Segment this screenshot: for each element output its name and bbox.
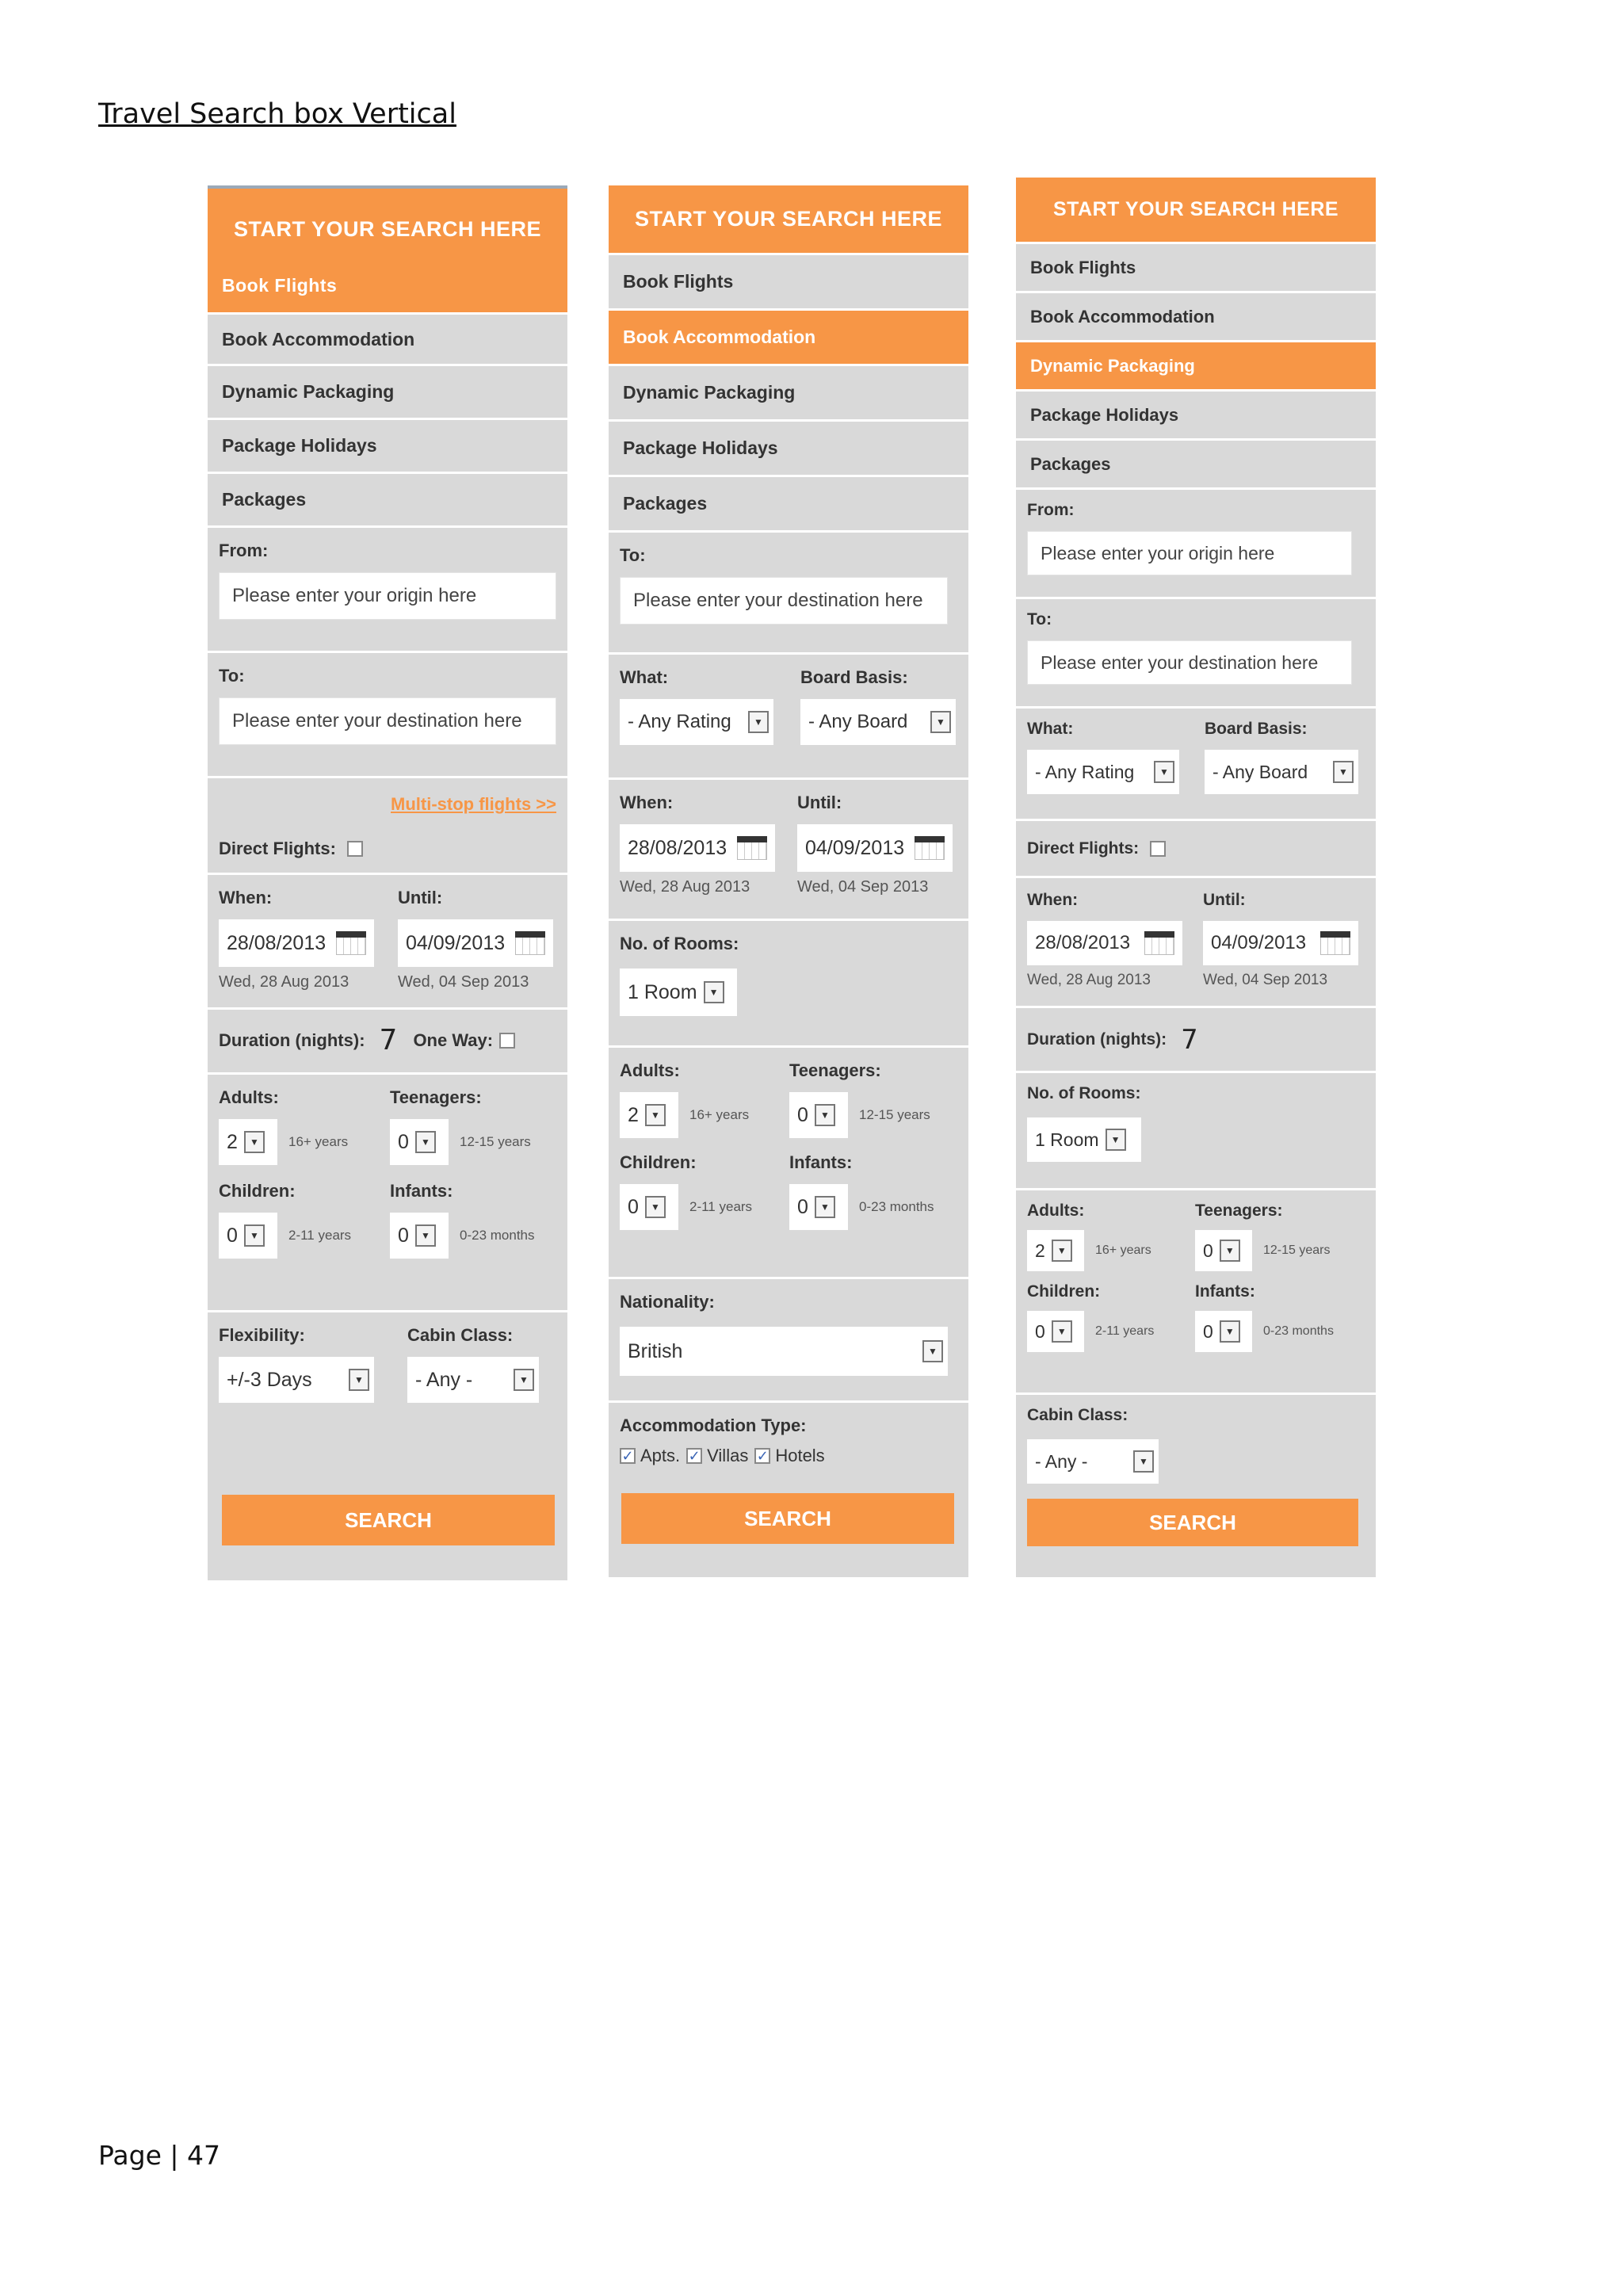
cabin-section xyxy=(1016,1395,1376,1514)
chevron-down-icon[interactable]: ▼ xyxy=(415,1224,436,1247)
dates-section xyxy=(609,780,968,921)
villas-checkbox[interactable]: ✓ xyxy=(686,1448,702,1464)
when-date-input[interactable] xyxy=(1027,921,1182,965)
adults-label: Adults: xyxy=(219,1087,279,1107)
when-date-value: 28/08/2013 xyxy=(227,931,327,954)
to-section xyxy=(208,653,567,778)
board-basis-label: Board Basis: xyxy=(800,667,908,687)
children-age-note: 2-11 years xyxy=(288,1228,352,1243)
chevron-down-icon[interactable]: ▼ xyxy=(815,1104,835,1126)
when-label: When: xyxy=(219,888,273,907)
tab-packages[interactable]: Packages xyxy=(208,474,567,528)
duration-value: 7 xyxy=(1181,1023,1198,1056)
when-date-long: Wed, 28 Aug 2013 xyxy=(620,878,750,896)
panel-title: START YOUR SEARCH HERE xyxy=(233,217,542,241)
adults-value: 2 xyxy=(1035,1240,1045,1261)
nationality-section xyxy=(609,1279,968,1403)
teenagers-age-note: 12-15 years xyxy=(1263,1244,1331,1257)
children-select[interactable] xyxy=(219,1213,277,1259)
chevron-down-icon[interactable]: ▼ xyxy=(645,1196,666,1218)
cabin-class-select[interactable] xyxy=(1027,1439,1159,1484)
chevron-down-icon[interactable]: ▼ xyxy=(930,711,951,733)
board-select[interactable] xyxy=(800,699,956,745)
children-label: Children: xyxy=(1027,1282,1101,1301)
adults-age-note: 16+ years xyxy=(1095,1244,1151,1257)
until-date-value: 04/09/2013 xyxy=(1211,932,1307,953)
when-date-value: 28/08/2013 xyxy=(1035,932,1131,953)
until-label: Until: xyxy=(1203,891,1246,909)
infants-select[interactable] xyxy=(390,1213,449,1259)
to-label: To: xyxy=(219,666,245,686)
infants-age-note: 0-23 months xyxy=(1263,1324,1334,1338)
chevron-down-icon[interactable]: ▼ xyxy=(244,1224,265,1247)
origin-input[interactable]: Please enter your origin here xyxy=(219,572,556,620)
when-date-input[interactable] xyxy=(219,919,374,967)
hotels-label: Hotels xyxy=(775,1446,825,1465)
infants-select[interactable] xyxy=(1195,1311,1252,1352)
children-value: 0 xyxy=(628,1195,639,1218)
when-label: When: xyxy=(620,793,674,812)
teenagers-value: 0 xyxy=(1203,1240,1213,1261)
tab-package-holidays[interactable]: Package Holidays xyxy=(208,420,567,474)
destination-input[interactable]: Please enter your destination here xyxy=(1027,640,1352,685)
rooms-label: No. of Rooms: xyxy=(1027,1084,1141,1102)
from-label: From: xyxy=(219,541,269,560)
teenagers-label: Teenagers: xyxy=(789,1060,881,1080)
calendar-icon[interactable] xyxy=(1320,931,1350,955)
search-panel-flights xyxy=(208,185,567,1580)
duration-section xyxy=(208,1010,567,1075)
tab-book-flights[interactable]: Book Flights xyxy=(1016,244,1376,293)
search-panel-dynamic-packaging xyxy=(1016,178,1376,1577)
chevron-down-icon[interactable]: ▼ xyxy=(1052,1320,1072,1343)
chevron-down-icon[interactable]: ▼ xyxy=(645,1104,666,1126)
direct-flights-label: Direct Flights: xyxy=(1027,839,1140,858)
tab-book-flights[interactable]: Book Flights xyxy=(609,255,968,311)
panel-header xyxy=(208,189,567,312)
flexibility-select[interactable] xyxy=(219,1357,374,1403)
apts-label: Apts. xyxy=(640,1446,681,1465)
destination-input[interactable]: Please enter your destination here xyxy=(219,697,556,745)
from-label: From: xyxy=(1027,501,1075,519)
infants-label: Infants: xyxy=(789,1152,853,1172)
to-section xyxy=(609,533,968,655)
teenagers-select[interactable] xyxy=(1195,1230,1252,1271)
teenagers-value: 0 xyxy=(797,1103,808,1126)
children-value: 0 xyxy=(227,1224,238,1247)
when-date-long: Wed, 28 Aug 2013 xyxy=(1027,972,1151,988)
duration-section xyxy=(1016,1008,1376,1073)
infants-value: 0 xyxy=(1203,1320,1213,1342)
chevron-down-icon[interactable]: ▼ xyxy=(1220,1240,1240,1262)
chevron-down-icon[interactable]: ▼ xyxy=(349,1369,369,1391)
page-footer: Page | 47 xyxy=(98,2140,220,2171)
rooms-value: 1 Room xyxy=(628,980,697,1003)
to-section xyxy=(1016,599,1376,709)
children-value: 0 xyxy=(1035,1320,1045,1342)
flex-cabin-section xyxy=(208,1312,567,1436)
adults-select[interactable] xyxy=(219,1119,277,1165)
tab-package-holidays[interactable]: Package Holidays xyxy=(609,422,968,477)
adults-age-note: 16+ years xyxy=(288,1134,349,1149)
until-date-input[interactable] xyxy=(1203,921,1358,965)
tab-book-accommodation[interactable]: Book Accommodation xyxy=(609,311,968,366)
adults-select[interactable] xyxy=(1027,1230,1084,1271)
nationality-label: Nationality: xyxy=(620,1292,715,1312)
infants-label: Infants: xyxy=(390,1181,453,1201)
when-label: When: xyxy=(1027,891,1079,909)
until-date-value: 04/09/2013 xyxy=(805,836,905,859)
destination-input[interactable]: Please enter your destination here xyxy=(620,577,948,625)
children-select[interactable] xyxy=(1027,1311,1084,1352)
chevron-down-icon[interactable]: ▼ xyxy=(415,1131,436,1153)
panel-title: START YOUR SEARCH HERE xyxy=(1016,178,1376,244)
until-date-value: 04/09/2013 xyxy=(406,931,506,954)
chevron-down-icon[interactable]: ▼ xyxy=(1106,1129,1126,1151)
chevron-down-icon[interactable]: ▼ xyxy=(244,1131,265,1153)
rating-board-section xyxy=(609,655,968,780)
search-button[interactable]: SEARCH xyxy=(1027,1499,1358,1546)
board-value: - Any Board xyxy=(808,711,908,732)
passengers-section xyxy=(1016,1190,1376,1395)
to-label: To: xyxy=(1027,610,1052,628)
from-section xyxy=(1016,490,1376,599)
infants-age-note: 0-23 months xyxy=(859,1199,934,1214)
duration-value: 7 xyxy=(379,1024,398,1056)
rooms-section xyxy=(609,921,968,1048)
rooms-select[interactable] xyxy=(620,968,737,1016)
tab-dynamic-packaging[interactable]: Dynamic Packaging xyxy=(1016,342,1376,392)
children-label: Children: xyxy=(219,1181,296,1201)
rating-select[interactable] xyxy=(1027,750,1179,794)
dates-section xyxy=(208,875,567,1010)
direct-flights-checkbox[interactable] xyxy=(347,841,363,857)
until-label: Until: xyxy=(797,793,842,812)
children-select[interactable] xyxy=(620,1184,678,1230)
adults-value: 2 xyxy=(628,1103,639,1126)
flexibility-label: Flexibility: xyxy=(219,1325,305,1345)
children-age-note: 2-11 years xyxy=(689,1199,753,1214)
apts-checkbox[interactable]: ✓ xyxy=(620,1448,636,1464)
tab-package-holidays[interactable]: Package Holidays xyxy=(1016,392,1376,441)
rating-value: - Any Rating xyxy=(628,711,731,732)
chevron-down-icon[interactable]: ▼ xyxy=(1154,761,1174,783)
children-label: Children: xyxy=(620,1152,697,1172)
board-select[interactable] xyxy=(1205,750,1358,794)
infants-select[interactable] xyxy=(789,1184,848,1230)
rating-board-section xyxy=(1016,709,1376,821)
what-label: What: xyxy=(620,667,669,687)
tab-packages[interactable]: Packages xyxy=(1016,441,1376,490)
nationality-select[interactable] xyxy=(620,1327,948,1376)
tab-book-accommodation[interactable]: Book Accommodation xyxy=(208,312,567,366)
cabin-class-select[interactable] xyxy=(407,1357,539,1403)
board-basis-label: Board Basis: xyxy=(1205,720,1308,738)
teenagers-select[interactable] xyxy=(390,1119,449,1165)
accommodation-type-section xyxy=(609,1403,968,1492)
rooms-select[interactable] xyxy=(1027,1117,1141,1162)
tab-book-accommodation[interactable]: Book Accommodation xyxy=(1016,293,1376,342)
hotels-checkbox[interactable]: ✓ xyxy=(754,1448,770,1464)
rating-value: - Any Rating xyxy=(1035,761,1135,782)
search-panel-accommodation xyxy=(609,185,968,1577)
when-date-long: Wed, 28 Aug 2013 xyxy=(219,973,349,991)
when-date-value: 28/08/2013 xyxy=(628,836,727,859)
adults-select[interactable] xyxy=(620,1092,678,1138)
adults-value: 2 xyxy=(227,1130,238,1153)
passengers-section xyxy=(609,1048,968,1279)
teenagers-label: Teenagers: xyxy=(390,1087,482,1107)
until-date-long: Wed, 04 Sep 2013 xyxy=(398,973,529,991)
until-date-long: Wed, 04 Sep 2013 xyxy=(1203,972,1328,988)
chevron-down-icon[interactable]: ▼ xyxy=(815,1196,835,1218)
duration-label: Duration (nights): xyxy=(1027,1030,1167,1049)
rooms-section xyxy=(1016,1073,1376,1190)
adults-label: Adults: xyxy=(620,1060,680,1080)
chevron-down-icon[interactable]: ▼ xyxy=(1333,761,1354,783)
chevron-down-icon[interactable]: ▼ xyxy=(514,1369,534,1391)
duration-label: Duration (nights): xyxy=(219,1030,365,1050)
until-date-long: Wed, 04 Sep 2013 xyxy=(797,878,929,896)
search-button[interactable]: SEARCH xyxy=(621,1493,954,1544)
calendar-icon[interactable] xyxy=(915,836,945,860)
infants-age-note: 0-23 months xyxy=(460,1228,535,1243)
cabin-class-label: Cabin Class: xyxy=(1027,1406,1128,1424)
document-title: Travel Search box Vertical xyxy=(98,98,456,130)
tab-dynamic-packaging[interactable]: Dynamic Packaging xyxy=(208,366,567,420)
multistop-link[interactable]: Multi-stop flights >> xyxy=(391,794,556,814)
rooms-label: No. of Rooms: xyxy=(620,934,739,953)
when-date-input[interactable] xyxy=(620,824,775,872)
rating-select[interactable] xyxy=(620,699,773,745)
calendar-icon[interactable] xyxy=(737,836,767,860)
one-way-checkbox[interactable] xyxy=(499,1033,515,1049)
to-label: To: xyxy=(620,545,646,565)
origin-input[interactable]: Please enter your origin here xyxy=(1027,531,1352,575)
chevron-down-icon[interactable]: ▼ xyxy=(1220,1320,1240,1343)
tab-dynamic-packaging[interactable]: Dynamic Packaging xyxy=(609,366,968,422)
teenagers-value: 0 xyxy=(398,1130,409,1153)
from-section xyxy=(208,528,567,653)
adults-age-note: 16+ years xyxy=(689,1107,750,1122)
panel-title: START YOUR SEARCH HERE xyxy=(609,185,968,255)
multistop-section xyxy=(208,778,567,875)
search-button[interactable]: SEARCH xyxy=(222,1495,555,1545)
cabin-class-label: Cabin Class: xyxy=(407,1325,514,1345)
direct-flights-label: Direct Flights: xyxy=(219,839,336,858)
chevron-down-icon[interactable]: ▼ xyxy=(1133,1450,1154,1473)
nationality-value: British xyxy=(628,1339,683,1362)
villas-label: Villas xyxy=(707,1446,749,1465)
cabin-class-value: - Any - xyxy=(415,1368,473,1391)
chevron-down-icon[interactable]: ▼ xyxy=(1052,1240,1072,1262)
until-date-input[interactable] xyxy=(398,919,553,967)
chevron-down-icon[interactable]: ▼ xyxy=(922,1340,943,1362)
what-label: What: xyxy=(1027,720,1074,738)
adults-label: Adults: xyxy=(1027,1201,1085,1220)
infants-value: 0 xyxy=(797,1195,808,1218)
accommodation-type-label: Accommodation Type: xyxy=(620,1415,807,1435)
calendar-icon[interactable] xyxy=(515,931,545,955)
teenagers-age-note: 12-15 years xyxy=(859,1107,930,1122)
flexibility-value: +/-3 Days xyxy=(227,1368,312,1391)
board-value: - Any Board xyxy=(1212,761,1308,782)
passengers-section xyxy=(208,1075,567,1312)
calendar-icon[interactable] xyxy=(336,931,366,955)
dates-section xyxy=(1016,878,1376,1008)
until-label: Until: xyxy=(398,888,443,907)
infants-label: Infants: xyxy=(1195,1282,1255,1301)
one-way-label: One Way: xyxy=(413,1030,494,1050)
until-date-input[interactable] xyxy=(797,824,953,872)
chevron-down-icon[interactable]: ▼ xyxy=(748,711,769,733)
calendar-icon[interactable] xyxy=(1144,931,1174,955)
teenagers-select[interactable] xyxy=(789,1092,848,1138)
direct-flights-checkbox[interactable] xyxy=(1150,841,1166,857)
tab-book-flights[interactable]: Book Flights xyxy=(222,274,338,296)
infants-value: 0 xyxy=(398,1224,409,1247)
teenagers-age-note: 12-15 years xyxy=(460,1134,531,1149)
teenagers-label: Teenagers: xyxy=(1195,1201,1283,1220)
direct-flights-section xyxy=(1016,821,1376,878)
tab-packages[interactable]: Packages xyxy=(609,477,968,533)
chevron-down-icon[interactable]: ▼ xyxy=(704,981,724,1003)
children-age-note: 2-11 years xyxy=(1095,1324,1155,1338)
cabin-class-value: - Any - xyxy=(1035,1450,1088,1472)
rooms-value: 1 Room xyxy=(1035,1129,1099,1150)
